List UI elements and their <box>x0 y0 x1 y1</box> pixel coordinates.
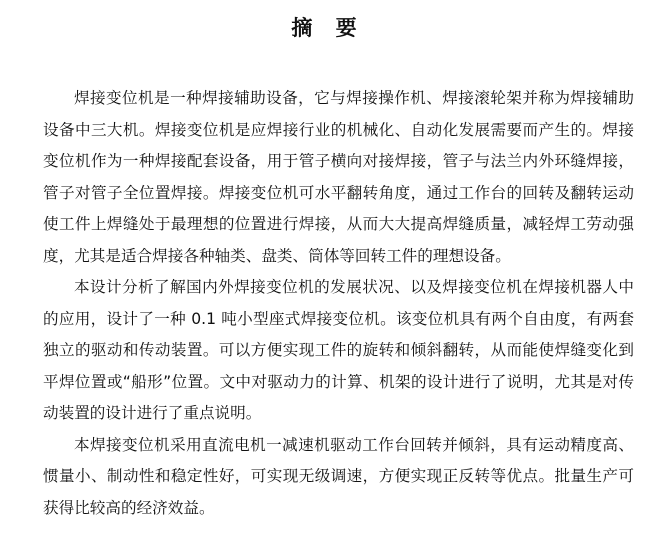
abstract-title: 摘 要 <box>291 16 365 40</box>
abstract-body <box>43 83 634 524</box>
paragraph-2: 本设计分析了解国内外焊接变位机的发展状况、以及焊接变位机在焊接机器人中的应用，设计了一种 0.1 吨小型座式焊接变位机。该变位机具有两个自由度，有两套独立的驱动和传动装置。可以方便实现工件的旋转和倾斜翻转，从而能使焊缝变化到平焊位置或“船形”位置。文中对驱动力的计算、机架的设计进行了说明，尤其是对传动装置的设计进行了重点说明。 <box>43 278 634 422</box>
paragraph-3: 本焊接变位机采用直流电机一减速机驱动工作台回转并倾斜，具有运动精度高、惯量小、制动性和稳定性好，可实现无级调速，方便实现正反转等优点。批量生产可获得比较高的经济效益。 <box>43 435 634 517</box>
paragraph-1: 焊接变位机是一种焊接辅助设备，它与焊接操作机、焊接滚轮架并称为焊接辅助设备中三大机。焊接变位机是应焊接行业的机械化、自动化发展需要而产生的。焊接变位机作为一种焊接配套设备，用于管子横向对接焊接，管子与法兰内外环缝焊接，管子对管子全位置焊接。焊接变位机可水平翻转角度，通过工作台的回转及翻转运动使工件上焊缝处于最理想的位置进行焊接，从而大大提高焊缝质量，减轻焊工劳动强度，尤其是适合焊接各种轴类、盘类、筒体等回转工件的理想设备。 <box>43 89 634 265</box>
